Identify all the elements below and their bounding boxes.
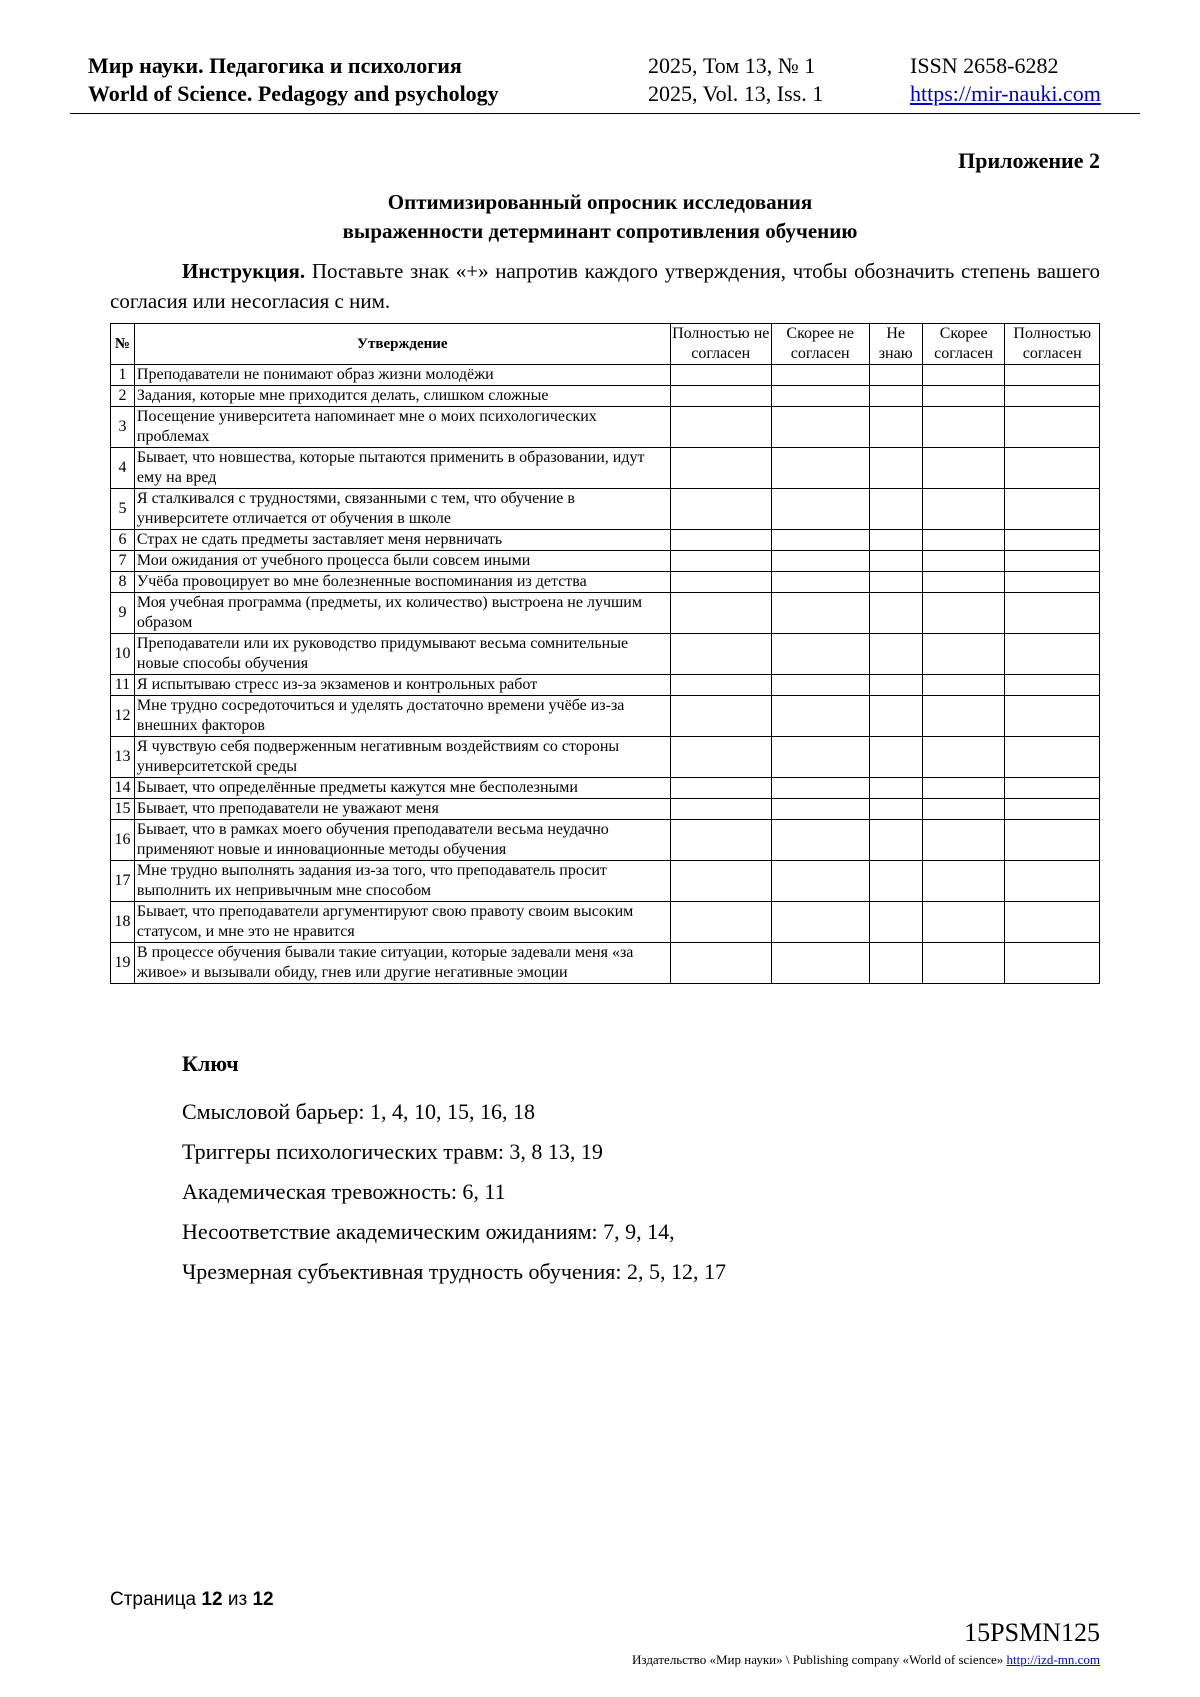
answer-rather-disagree-cell[interactable] [771,820,869,861]
answer-fully-agree-cell[interactable] [1005,675,1100,696]
answer-fully-agree-cell[interactable] [1005,820,1100,861]
answer-fully-agree-cell[interactable] [1005,778,1100,799]
answer-fully-disagree-cell[interactable] [670,530,771,551]
answer-rather-disagree-cell[interactable] [771,861,869,902]
answer-fully-disagree-cell[interactable] [670,572,771,593]
row-number: 7 [111,551,135,572]
answer-fully-disagree-cell[interactable] [670,489,771,530]
answer-rather-agree-cell[interactable] [922,902,1005,943]
article-code: 15PSMN125 [964,1618,1100,1647]
table-row [111,448,1100,489]
answer-rather-agree-cell[interactable] [922,696,1005,737]
answer-fully-disagree-cell[interactable] [670,551,771,572]
answer-rather-disagree-cell[interactable] [771,365,869,386]
row-statement: Мне трудно сосредоточиться и уделять достаточно времени учёбе из-за внешних факторов [134,696,670,737]
journal-url-link[interactable]: https://mir-nauki.com [910,81,1101,106]
answer-fully-agree-cell[interactable] [1005,530,1100,551]
row-number: 6 [111,530,135,551]
row-statement: Преподаватели не понимают образ жизни молодёжи [134,365,670,386]
answer-rather-disagree-cell[interactable] [771,572,869,593]
answer-fully-disagree-cell[interactable] [670,593,771,634]
answer-rather-disagree-cell[interactable] [771,386,869,407]
answer-rather-disagree-cell[interactable] [771,634,869,675]
answer-rather-agree-cell[interactable] [922,407,1005,448]
header-divider [70,113,1140,114]
answer-dont-know-cell[interactable] [869,634,922,675]
row-number: 12 [111,696,135,737]
instruction-paragraph [110,256,1100,316]
answer-fully-disagree-cell[interactable] [670,407,771,448]
row-statement: Я чувствую себя подверженным негативным воздействиям со стороны университетской среды [134,737,670,778]
answer-rather-disagree-cell[interactable] [771,799,869,820]
issue-block [648,52,823,108]
answer-fully-agree-cell[interactable] [1005,551,1100,572]
title-line-1: Оптимизированный опросник исследования [387,190,813,214]
answer-rather-agree-cell[interactable] [922,448,1005,489]
answer-fully-agree-cell[interactable] [1005,386,1100,407]
table-row [111,489,1100,530]
answer-fully-disagree-cell[interactable] [670,799,771,820]
answer-dont-know-cell[interactable] [869,820,922,861]
answer-dont-know-cell[interactable] [869,386,922,407]
answer-fully-disagree-cell[interactable] [670,943,771,984]
publisher-name: Издательство «Мир науки» \ Publishing company «World of science» [632,1652,1004,1667]
answer-key [182,1050,1082,1298]
table-row [111,551,1100,572]
answer-dont-know-cell[interactable] [869,530,922,551]
answer-fully-agree-cell[interactable] [1005,861,1100,902]
answer-fully-agree-cell[interactable] [1005,943,1100,984]
journal-title-en: World of Science. Pedagogy and psychology [88,81,499,106]
publisher-line [632,1652,1100,1668]
answer-fully-agree-cell[interactable] [1005,902,1100,943]
issn-block [910,52,1101,108]
answer-dont-know-cell[interactable] [869,407,922,448]
row-statement: Задания, которые мне приходится делать, слишком сложные [134,386,670,407]
answer-fully-disagree-cell[interactable] [670,696,771,737]
answer-fully-disagree-cell[interactable] [670,820,771,861]
answer-rather-disagree-cell[interactable] [771,902,869,943]
answer-fully-disagree-cell[interactable] [670,902,771,943]
row-number: 18 [111,902,135,943]
answer-fully-agree-cell[interactable] [1005,407,1100,448]
row-statement: Посещение университета напоминает мне о моих психологических проблемах [134,407,670,448]
answer-fully-agree-cell[interactable] [1005,572,1100,593]
row-number: 13 [111,737,135,778]
table-header-row [111,324,1100,365]
row-statement: Я испытываю стресс из-за экзаменов и контрольных работ [134,675,670,696]
row-number: 10 [111,634,135,675]
table-body [111,365,1100,984]
table-row [111,737,1100,778]
row-statement: Бывает, что преподаватели аргументируют свою правоту своим высоким статусом, и мне это не нравится [134,902,670,943]
row-number: 17 [111,861,135,902]
appendix-label: Приложение 2 [958,148,1100,173]
row-number: 5 [111,489,135,530]
page-of: из [227,1589,248,1610]
answer-rather-agree-cell[interactable] [922,943,1005,984]
issue-ru: 2025, Том 13, № 1 [648,53,816,78]
table-row [111,407,1100,448]
col-header-fully-agree: Полностью согласен [1005,324,1100,365]
page-word: Страница [110,1589,197,1610]
answer-rather-agree-cell[interactable] [922,799,1005,820]
row-number: 11 [111,675,135,696]
questionnaire-table [110,323,1100,984]
table-row [111,943,1100,984]
row-statement: Бывает, что преподаватели не уважают меня [134,799,670,820]
answer-fully-agree-cell[interactable] [1005,696,1100,737]
answer-fully-agree-cell[interactable] [1005,365,1100,386]
answer-dont-know-cell[interactable] [869,593,922,634]
table-row [111,593,1100,634]
answer-rather-disagree-cell[interactable] [771,593,869,634]
row-statement: Моя учебная программа (предметы, их количество) выстроена не лучшим образом [134,593,670,634]
answer-dont-know-cell[interactable] [869,572,922,593]
journal-title-block [88,52,499,108]
page-total: 12 [252,1589,274,1610]
answer-fully-disagree-cell[interactable] [670,365,771,386]
row-statement: В процессе обучения бывали такие ситуации, которые задевали меня «за живое» и вызывали обиду, гнев или другие негативные эмоции [134,943,670,984]
journal-header [88,52,1123,110]
answer-dont-know-cell[interactable] [869,551,922,572]
col-header-dont-know: Не знаю [869,324,922,365]
answer-fully-disagree-cell[interactable] [670,861,771,902]
answer-fully-agree-cell[interactable] [1005,799,1100,820]
answer-rather-disagree-cell[interactable] [771,696,869,737]
row-statement: Я сталкивался с трудностями, связанными с тем, что обучение в университете отличается от обучения в школе [134,489,670,530]
answer-dont-know-cell[interactable] [869,365,922,386]
page-number [110,1589,274,1611]
key-title: Ключ [182,1051,239,1076]
col-header-rather-disagree: Скорее не согласен [771,324,869,365]
answer-fully-agree-cell[interactable] [1005,737,1100,778]
issn: ISSN 2658-6282 [910,53,1059,78]
answer-rather-disagree-cell[interactable] [771,448,869,489]
row-number: 14 [111,778,135,799]
table-row [111,696,1100,737]
col-header-number: № [111,324,135,365]
row-number: 4 [111,448,135,489]
col-header-statement: Утверждение [134,324,670,365]
title-line-2: выраженности детерминант сопротивления обучению [342,219,858,243]
answer-fully-disagree-cell[interactable] [670,634,771,675]
table-row [111,572,1100,593]
answer-fully-disagree-cell[interactable] [670,778,771,799]
row-statement: Бывает, что новшества, которые пытаются применить в образовании, идут ему на вред [134,448,670,489]
table-row [111,634,1100,675]
row-number: 19 [111,943,135,984]
table-row [111,530,1100,551]
answer-dont-know-cell[interactable] [869,696,922,737]
issue-en: 2025, Vol. 13, Iss. 1 [648,81,824,106]
instruction-lead: Инструкция. [182,259,306,283]
answer-rather-disagree-cell[interactable] [771,675,869,696]
row-statement: Страх не сдать предметы заставляет меня нервничать [134,530,670,551]
row-statement: Учёба провоцирует во мне болезненные воспоминания из детства [134,572,670,593]
table-row [111,675,1100,696]
key-line-academic-anxiety: Академическая тревожность: 6, 11 [182,1179,506,1204]
answer-fully-agree-cell[interactable] [1005,593,1100,634]
answer-dont-know-cell[interactable] [869,448,922,489]
answer-dont-know-cell[interactable] [869,799,922,820]
row-number: 9 [111,593,135,634]
answer-dont-know-cell[interactable] [869,861,922,902]
table-row [111,799,1100,820]
answer-fully-agree-cell[interactable] [1005,634,1100,675]
journal-title-ru: Мир науки. Педагогика и психология [88,53,462,78]
answer-rather-agree-cell[interactable] [922,861,1005,902]
answer-rather-agree-cell[interactable] [922,737,1005,778]
answer-dont-know-cell[interactable] [869,778,922,799]
answer-rather-agree-cell[interactable] [922,593,1005,634]
answer-rather-agree-cell[interactable] [922,572,1005,593]
instruction-text: Поставьте знак «+» напротив каждого утверждения, чтобы обозначить степень вашего согласия или несогласия с ним. [110,259,1100,313]
answer-rather-agree-cell[interactable] [922,778,1005,799]
key-line-trauma-triggers: Триггеры психологических травм: 3, 8 13, 19 [182,1139,603,1164]
answer-rather-agree-cell[interactable] [922,820,1005,861]
publisher-url-link[interactable]: http://izd-mn.com [1006,1652,1100,1667]
table-row [111,365,1100,386]
row-number: 15 [111,799,135,820]
key-line-subjective-difficulty: Чрезмерная субъективная трудность обучения: 2, 5, 12, 17 [182,1259,726,1284]
key-line-semantic-barrier: Смысловой барьер: 1, 4, 10, 15, 16, 18 [182,1099,535,1124]
row-statement: Бывает, что в рамках моего обучения преподаватели весьма неудачно применяют новые и инновационные методы обучения [134,820,670,861]
answer-fully-agree-cell[interactable] [1005,448,1100,489]
answer-rather-agree-cell[interactable] [922,551,1005,572]
answer-fully-disagree-cell[interactable] [670,737,771,778]
answer-rather-agree-cell[interactable] [922,365,1005,386]
answer-rather-disagree-cell[interactable] [771,489,869,530]
answer-rather-agree-cell[interactable] [922,489,1005,530]
answer-rather-agree-cell[interactable] [922,634,1005,675]
table-row [111,861,1100,902]
table-row [111,386,1100,407]
row-number: 3 [111,407,135,448]
row-statement: Мои ожидания от учебного процесса были совсем иными [134,551,670,572]
answer-fully-disagree-cell[interactable] [670,675,771,696]
answer-fully-disagree-cell[interactable] [670,386,771,407]
col-header-rather-agree: Скорее согласен [922,324,1005,365]
row-statement: Преподаватели или их руководство придумывают весьма сомнительные новые способы обучения [134,634,670,675]
key-line-expectations-mismatch: Несоответствие академическим ожиданиям: 7, 9, 14, [182,1219,675,1244]
answer-dont-know-cell[interactable] [869,737,922,778]
answer-rather-disagree-cell[interactable] [771,551,869,572]
answer-rather-disagree-cell[interactable] [771,737,869,778]
table-row [111,820,1100,861]
page-current: 12 [201,1589,223,1610]
row-number: 16 [111,820,135,861]
answer-dont-know-cell[interactable] [869,943,922,984]
row-number: 2 [111,386,135,407]
answer-rather-agree-cell[interactable] [922,675,1005,696]
answer-rather-agree-cell[interactable] [922,530,1005,551]
table-row [111,778,1100,799]
row-statement: Бывает, что определённые предметы кажутся мне бесполезными [134,778,670,799]
answer-dont-know-cell[interactable] [869,902,922,943]
answer-fully-agree-cell[interactable] [1005,489,1100,530]
questionnaire-title [0,188,1200,246]
col-header-fully-disagree: Полностью не согласен [670,324,771,365]
row-statement: Мне трудно выполнять задания из-за того, что преподаватель просит выполнить их непривычным мне способом [134,861,670,902]
row-number: 1 [111,365,135,386]
answer-rather-disagree-cell[interactable] [771,530,869,551]
answer-rather-agree-cell[interactable] [922,386,1005,407]
answer-dont-know-cell[interactable] [869,489,922,530]
row-number: 8 [111,572,135,593]
answer-fully-disagree-cell[interactable] [670,448,771,489]
answer-rather-disagree-cell[interactable] [771,778,869,799]
table-row [111,902,1100,943]
answer-rather-disagree-cell[interactable] [771,943,869,984]
answer-dont-know-cell[interactable] [869,675,922,696]
answer-rather-disagree-cell[interactable] [771,407,869,448]
